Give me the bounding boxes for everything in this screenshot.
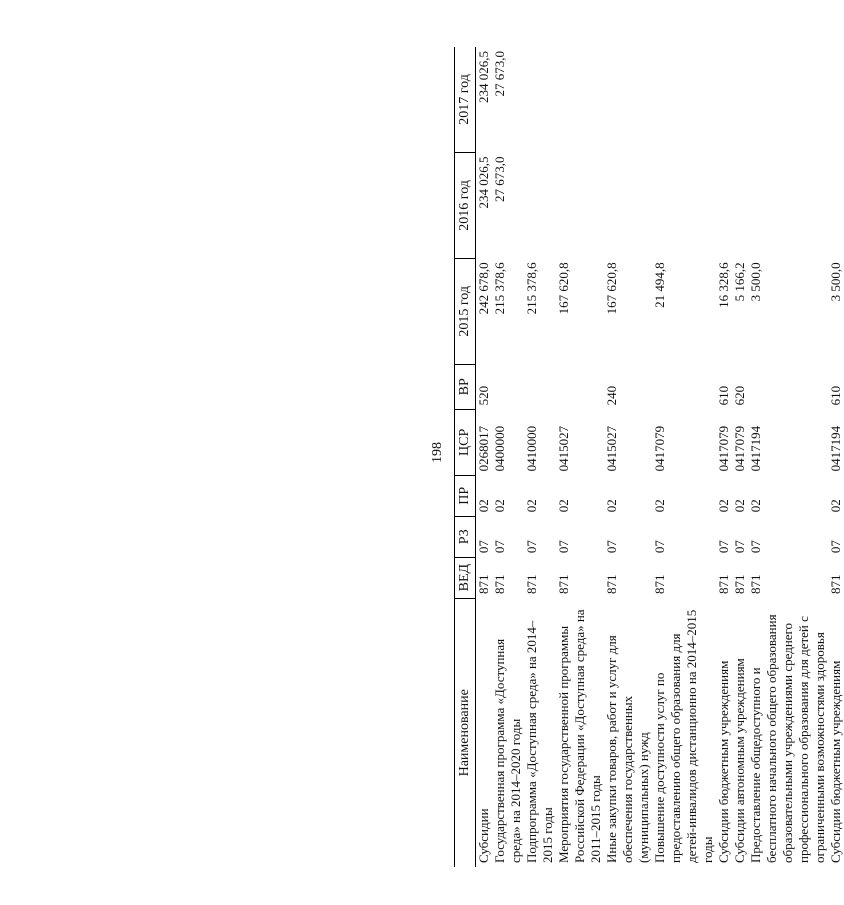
cell-pr: 02 — [748, 499, 763, 513]
cell-2016 — [604, 152, 652, 258]
cell-2016: 234 026,5 — [476, 156, 491, 209]
cell-2017 — [828, 47, 844, 152]
cell-name: Подпрограмма «Доступная среда» на 2014–2015 годы — [524, 620, 555, 863]
cell-pr: 02 — [604, 499, 619, 513]
cell-name: Иные закупки товаров, работ и услуг для обеспечения государственных (муниципальных) нужд — [604, 635, 651, 863]
cell-pr: 02 — [492, 499, 507, 513]
cell-2017 — [732, 47, 748, 152]
cell-2015: 215 378,6 — [524, 262, 539, 315]
cell-2015: 16 328,6 — [716, 262, 731, 308]
cell-name: Субсидии автономным учреждениям — [732, 658, 747, 863]
cell-2016 — [652, 152, 716, 258]
cell-2016 — [748, 152, 828, 258]
cell-pr: 02 — [524, 499, 539, 513]
cell-vr: 240 — [604, 385, 619, 406]
cell-rz: 07 — [748, 540, 763, 554]
table-body — [476, 47, 844, 867]
cell-csr: 0417194 — [748, 425, 763, 472]
cell-ved: 871 — [828, 574, 843, 595]
cell-name: Повышение доступности услуг по предоставлению общего образования для детей-инвалидов дистанционно на 2014–2015 годы — [652, 609, 715, 863]
cell-csr: 0417079 — [652, 425, 667, 472]
cell-2016 — [732, 152, 748, 258]
cell-pr: 02 — [652, 499, 667, 513]
table-header — [455, 47, 476, 867]
table-row — [748, 47, 828, 867]
cell-pr: 02 — [476, 499, 491, 513]
page-number: 198 — [430, 442, 445, 463]
cell-vr — [492, 364, 524, 409]
cell-2015: 3 500,0 — [828, 262, 843, 302]
cell-vr: 610 — [828, 385, 843, 406]
cell-pr: 02 — [828, 499, 843, 513]
cell-rz: 07 — [492, 540, 507, 554]
cell-csr: 0417194 — [828, 425, 843, 472]
cell-2017 — [716, 47, 732, 152]
cell-2015: 167 620,8 — [604, 262, 619, 315]
table-row — [716, 47, 732, 867]
cell-name: Предоставление общедоступного и бесплатного начального общего образования образовательными учреждениями среднего профессионального образования для детей с ограниченными возможностями здоровья — [748, 614, 827, 863]
cell-rz: 07 — [524, 540, 539, 554]
header-pr: ПР — [455, 475, 476, 516]
cell-2015: 242 678,0 — [476, 262, 491, 315]
cell-2016 — [524, 152, 556, 258]
table-row — [476, 47, 493, 867]
cell-csr: 0410000 — [524, 425, 539, 472]
cell-vr — [748, 364, 828, 409]
header-ved: ВЕД — [455, 557, 476, 598]
cell-vr — [524, 364, 556, 409]
cell-name: Субсидии — [476, 808, 491, 863]
header-2016: 2016 год — [455, 152, 476, 258]
budget-table — [454, 47, 844, 867]
cell-2017 — [652, 47, 716, 152]
cell-2017 — [556, 47, 604, 152]
cell-name: Государственная программа «Доступная среда» на 2014–2020 годы — [492, 638, 523, 863]
cell-name: Субсидии бюджетным учреждениям — [828, 660, 843, 863]
cell-pr: 02 — [556, 499, 571, 513]
cell-2016 — [828, 152, 844, 258]
cell-vr: 610 — [716, 385, 731, 406]
header-2015: 2015 год — [455, 258, 476, 364]
cell-ved: 871 — [492, 574, 507, 595]
cell-name: Мероприятия государственной программы Российской Федерации «Доступная среда» на 2011–2015 годы — [556, 609, 603, 863]
table-row — [556, 47, 604, 867]
cell-rz: 07 — [652, 540, 667, 554]
cell-rz: 07 — [556, 540, 571, 554]
cell-pr: 02 — [732, 499, 747, 513]
cell-ved: 871 — [748, 574, 763, 595]
cell-2017: 234 026,5 — [476, 51, 491, 103]
cell-ved: 871 — [476, 574, 491, 595]
cell-2016 — [716, 152, 732, 258]
cell-csr: 0415027 — [604, 425, 619, 472]
cell-rz: 07 — [828, 540, 843, 554]
cell-2017 — [604, 47, 652, 152]
cell-2015: 167 620,8 — [556, 262, 571, 315]
cell-2017: 27 673,0 — [492, 51, 507, 97]
cell-vr — [556, 364, 604, 409]
table-row — [492, 47, 524, 867]
cell-name: Субсидии бюджетным учреждениям — [716, 660, 731, 863]
cell-csr: 0417079 — [716, 425, 731, 472]
header-row — [455, 47, 476, 867]
cell-2015: 215 378,6 — [492, 262, 507, 315]
cell-vr — [652, 364, 716, 409]
header-2017: 2017 год — [455, 47, 476, 152]
cell-2017 — [748, 47, 828, 152]
table-row — [732, 47, 748, 867]
table-row — [524, 47, 556, 867]
table-row — [652, 47, 716, 867]
header-name: Наименование — [455, 598, 476, 867]
cell-2015: 5 166,2 — [732, 262, 747, 302]
cell-ved: 871 — [716, 574, 731, 595]
cell-2016 — [556, 152, 604, 258]
cell-ved: 871 — [732, 574, 747, 595]
cell-rz: 07 — [732, 540, 747, 554]
cell-csr: 0415027 — [556, 425, 571, 472]
cell-2017 — [524, 47, 556, 152]
cell-ved: 871 — [652, 574, 667, 595]
header-vr: ВР — [455, 364, 476, 409]
cell-ved: 871 — [524, 574, 539, 595]
cell-rz: 07 — [476, 540, 491, 554]
header-csr: ЦСР — [455, 409, 476, 475]
cell-rz: 07 — [716, 540, 731, 554]
cell-rz: 07 — [604, 540, 619, 554]
table-row — [828, 47, 844, 867]
cell-csr: 0268017 — [476, 425, 491, 472]
cell-ved: 871 — [556, 574, 571, 595]
cell-vr: 520 — [476, 385, 491, 406]
cell-2015: 21 494,8 — [652, 262, 667, 308]
cell-2016: 27 673,0 — [492, 156, 507, 202]
cell-csr: 0400000 — [492, 425, 507, 472]
cell-csr: 0417079 — [732, 425, 747, 472]
cell-vr: 620 — [732, 385, 747, 406]
cell-ved: 871 — [604, 574, 619, 595]
cell-2015: 3 500,0 — [748, 262, 763, 302]
table-row — [604, 47, 652, 867]
header-rz: РЗ — [455, 516, 476, 557]
cell-pr: 02 — [716, 499, 731, 513]
